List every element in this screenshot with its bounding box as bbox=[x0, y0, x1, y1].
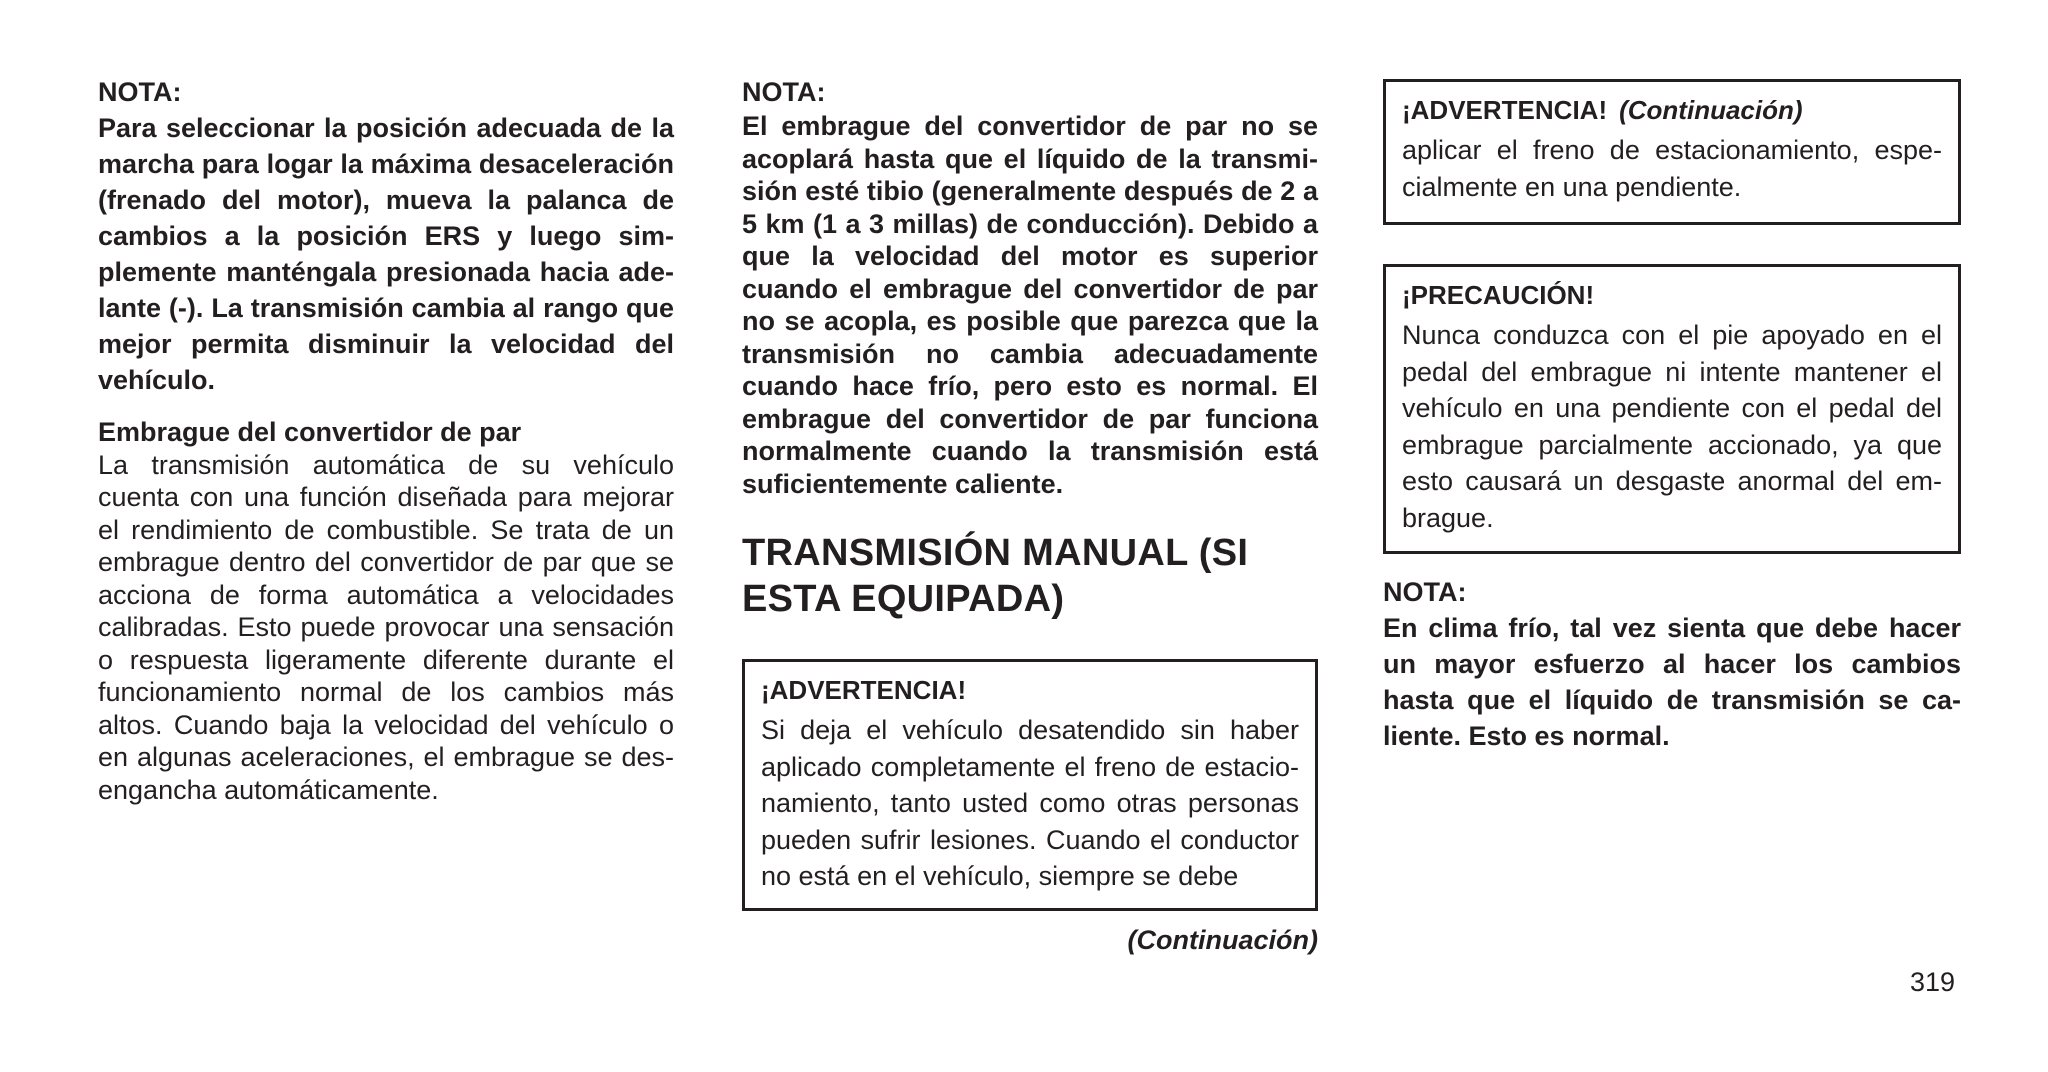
body-paragraph: La transmisión automática de su vehículo cuenta con una función diseñada para mejorar el rendimiento de combustible. Se trata de un embrague dentro del convertidor de par que se acciona de forma automática a velocidades calibradas. Esto puede provocar una sensación o respuesta ligeramente diferente durante el funcionamiento normal de los cambios más altos. Cuando baja la velocidad del vehículo o en algunas aceleraciones, el embrague se desengancha automáticamente. bbox=[98, 449, 674, 805]
nota-label: NOTA: bbox=[742, 77, 826, 107]
nota-label: NOTA: bbox=[98, 77, 182, 107]
warning-continued-box bbox=[1383, 79, 1961, 225]
nota-block-1 bbox=[98, 74, 674, 398]
warning-box bbox=[742, 659, 1318, 911]
caution-box bbox=[1383, 264, 1961, 554]
warning-title-continuation: (Continuación) bbox=[1619, 95, 1803, 125]
nota-block-3 bbox=[1383, 574, 1961, 754]
subsection-heading: Embrague del convertidor de par bbox=[98, 417, 522, 447]
warning-title: ¡ADVERTENCIA! bbox=[761, 675, 967, 705]
caution-text: Nunca conduzca con el pie apoyado en el pedal del embrague ni intente mantener el vehículo en una pendiente con el pedal del embrague parcialmente accionado, ya que esto causará un desgaste anormal del embrague. bbox=[1402, 320, 1942, 533]
caution-title: ¡PRECAUCIÓN! bbox=[1402, 280, 1595, 310]
warning-title-text: ¡ADVERTENCIA! bbox=[1402, 95, 1608, 125]
nota-label: NOTA: bbox=[1383, 577, 1467, 607]
nota-text: En clima frío, tal vez sienta que debe hacer un mayor esfuerzo al hacer los cambios hasta que el líquido de transmisión se caliente. Esto es normal. bbox=[1383, 613, 1961, 751]
page-number: 319 bbox=[1910, 967, 1956, 997]
nota-text: Para seleccionar la posición adecuada de la marcha para logar la máxima desaceleración (frenado del motor), mueva la palanca de cambios a la posición ERS y luego simplemente manténgala presionada hacia adelante (-). La transmisión cambia al rango que mejor permita disminuir la velocidad del vehículo. bbox=[98, 113, 674, 395]
nota-text: El embrague del convertidor de par no se acoplará hasta que el líquido de la transmisión esté tibio (generalmente después de 2 a 5 km (1 a 3 millas) de conducción). Debido a que la velocidad del motor es superior cuando el embrague del convertidor de par no se acopla, es posible que parezca que la transmisión no cambia adecuadamente cuando hace frío, pero esto es normal. El embrague del convertidor de par funciona normalmente cuando la transmisión está suficientemente caliente. bbox=[742, 111, 1318, 499]
converter-section bbox=[98, 416, 674, 806]
section-title: TRANSMISIÓN MANUAL (SI ESTA EQUIPADA) bbox=[742, 532, 1249, 620]
warning-text: aplicar el freno de estacionamiento, especialmente en una pendiente. bbox=[1402, 135, 1942, 202]
warning-text: Si deja el vehículo desatendido sin haber aplicado completamente el freno de estacionamiento, tanto usted como otras personas pueden sufrir lesiones. Cuando el conductor no está en el vehículo, siempre se debe bbox=[761, 715, 1299, 891]
warning-title bbox=[1402, 88, 1942, 128]
continuation-label: (Continuación) bbox=[1127, 925, 1318, 955]
nota-block-2 bbox=[742, 74, 1318, 500]
